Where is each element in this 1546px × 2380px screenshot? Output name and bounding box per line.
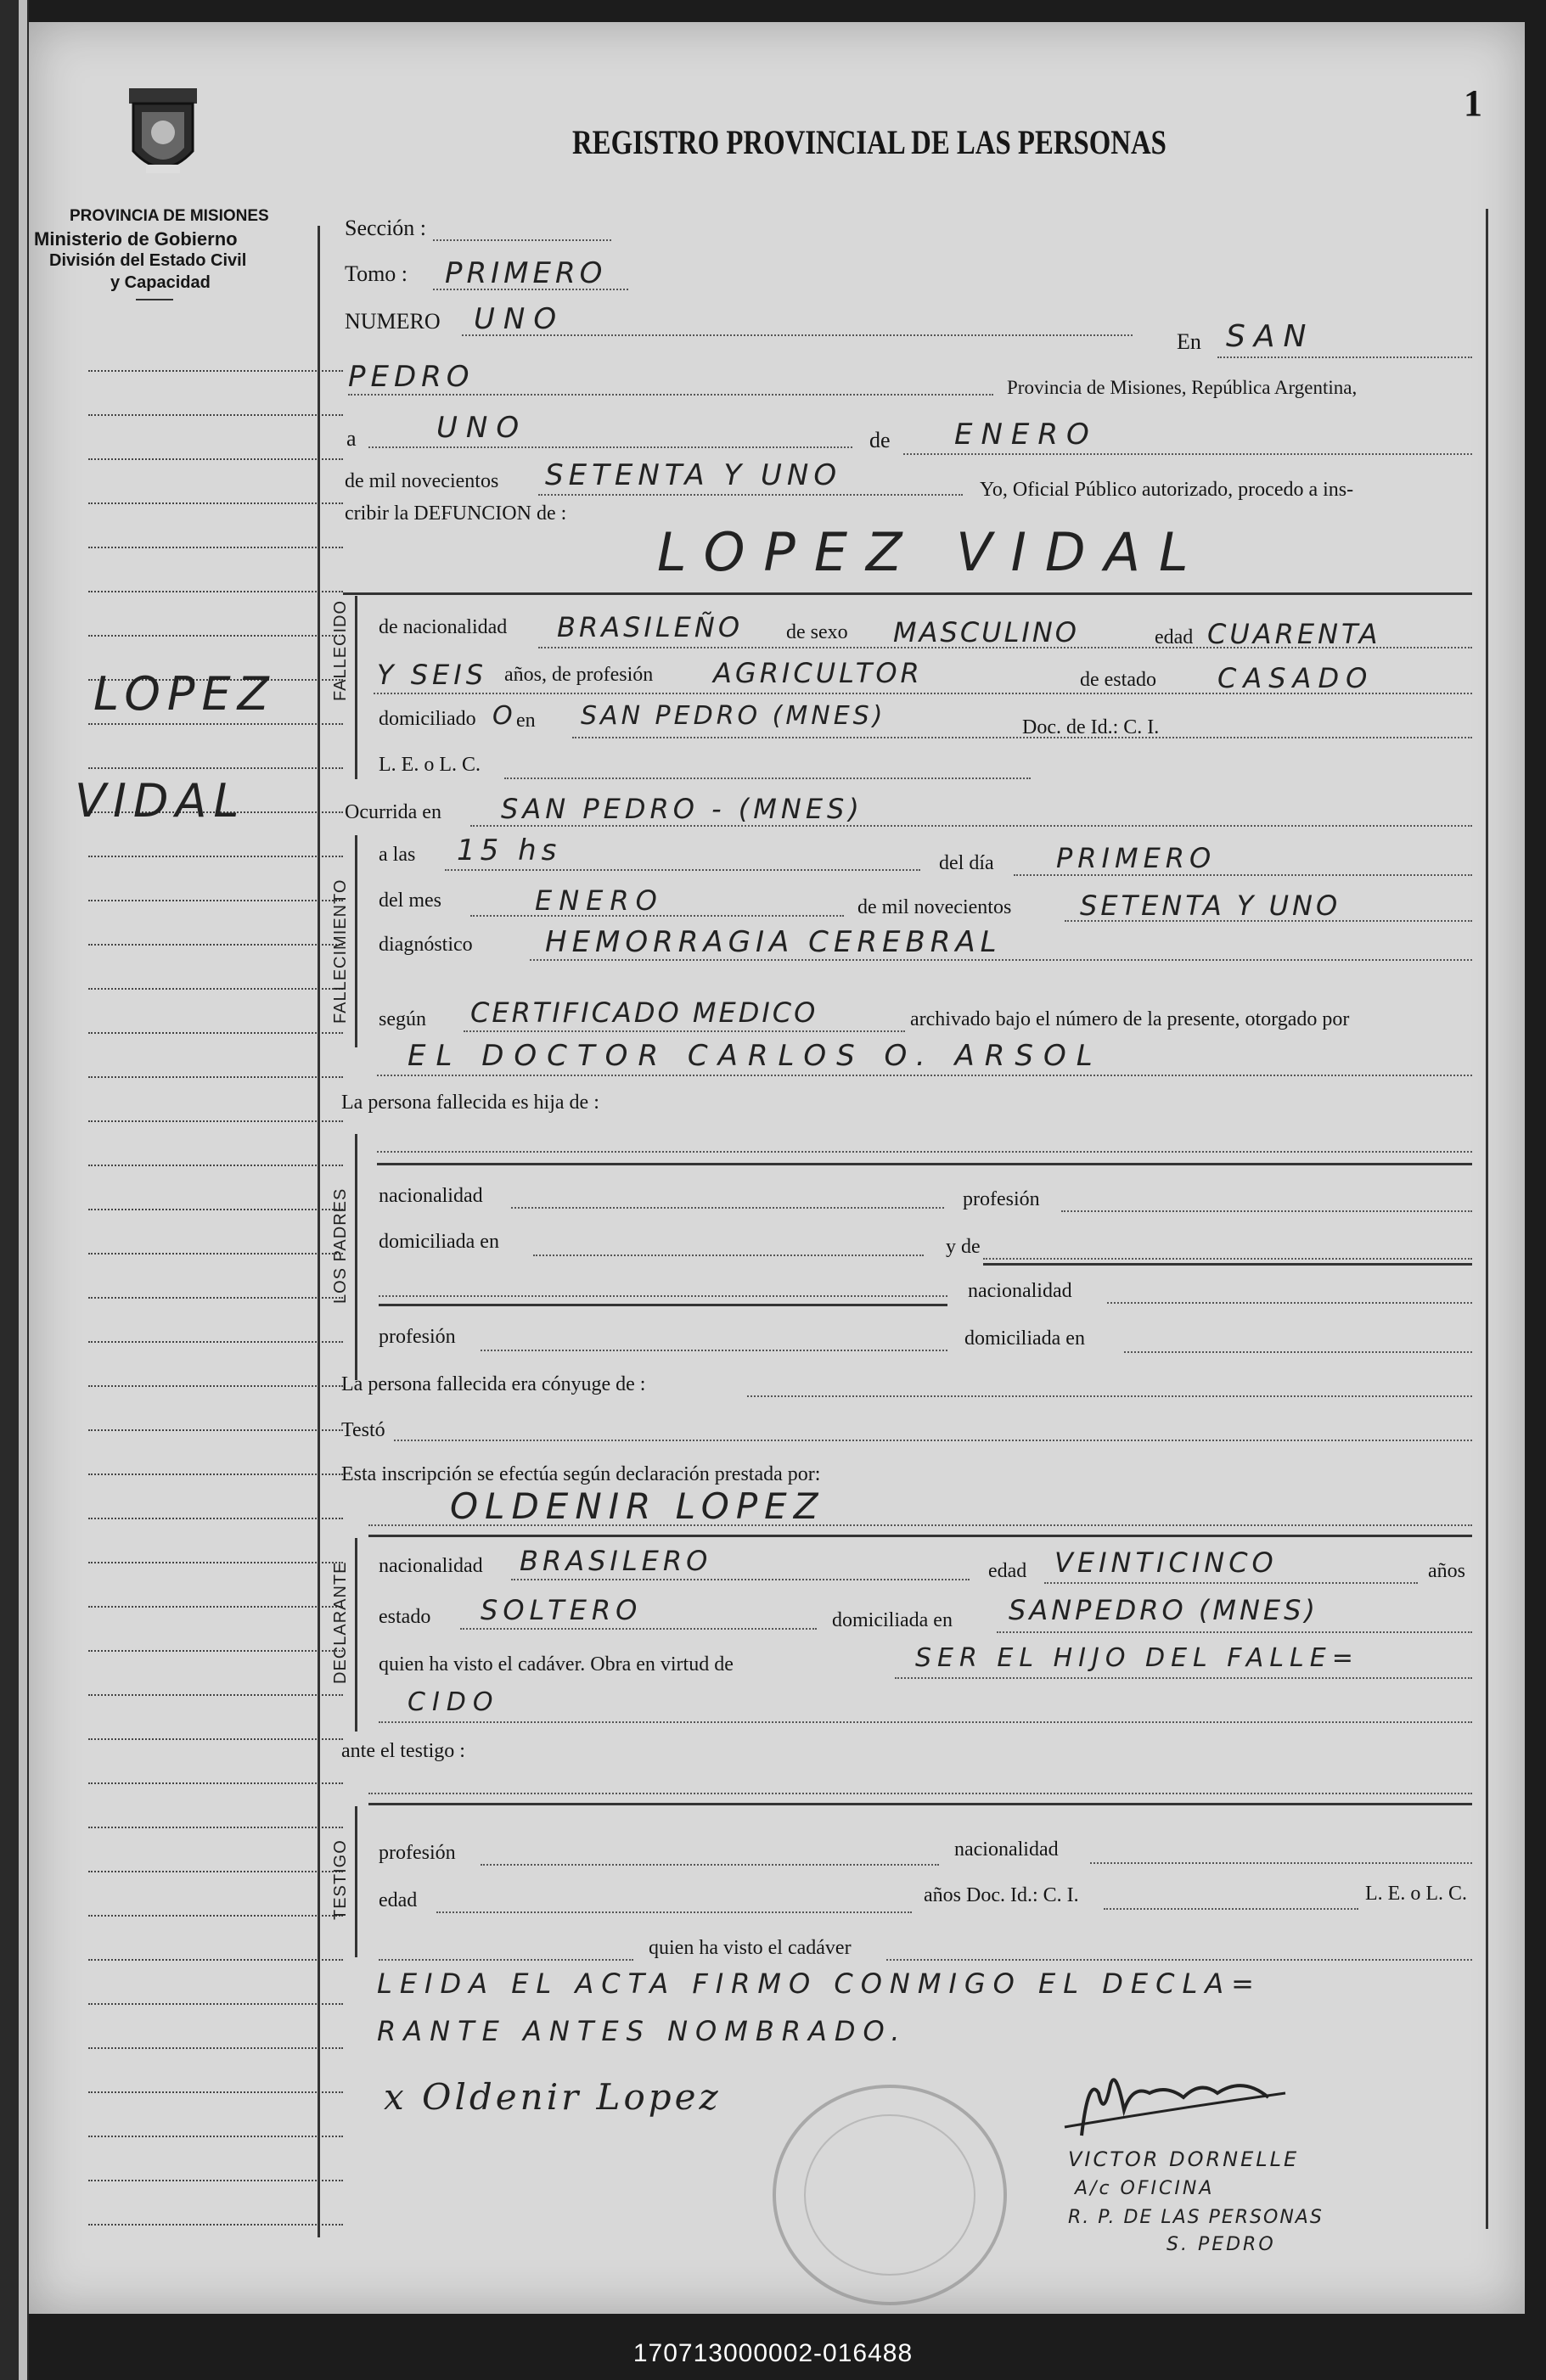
madre-profesion-label: profesión — [379, 1326, 456, 1348]
declarante-domicilio: SANPEDRO (MNES) — [1009, 1594, 1318, 1626]
year-value: SETENTA Y UNO — [545, 458, 842, 492]
segun-label: según — [379, 1008, 426, 1030]
anio-value: SETENTA Y UNO — [1080, 890, 1341, 922]
archivado-text: archivado bajo el número de la presente, otorgado por — [910, 1008, 1350, 1030]
estado-label: de estado — [1080, 669, 1156, 691]
document-id: 170713000002-016488 — [632, 2339, 914, 2367]
place-value: PEDRO — [348, 360, 475, 394]
declarante-domicilio-label: domiciliada en — [832, 1609, 953, 1631]
year-prefix: de mil novecientos — [345, 470, 499, 492]
month-value: ENERO — [954, 418, 1098, 452]
margin-surname-1: LOPEZ — [93, 667, 276, 721]
edad-value: CUARENTA — [1207, 618, 1381, 650]
testigo-visto-label: quien ha visto el cadáver — [649, 1937, 852, 1959]
page-title: REGISTRO PROVINCIAL DE LAS PERSONAS — [572, 123, 1167, 161]
dia-value: PRIMERO — [1056, 842, 1217, 874]
mes-label: del mes — [379, 890, 441, 912]
padres-section-label: LOS PADRES — [331, 1187, 350, 1304]
declaracion-label: Esta inscripción se efectúa según declaración prestada por: — [341, 1463, 821, 1485]
closing-line-1: LEIDA EL ACTA FIRMO CONMIGO EL DECLA= — [377, 1967, 1262, 2000]
province-text: Provincia de Misiones, República Argentina, — [1007, 377, 1358, 398]
provincial-seal — [121, 83, 205, 185]
tomo-label: Tomo : — [345, 261, 408, 286]
deceased-name: LOPEZ VIDAL — [657, 521, 1207, 583]
margin-surname-2: VIDAL — [75, 774, 246, 828]
officer-location: S. PEDRO — [1167, 2234, 1276, 2255]
de-label: de — [869, 428, 891, 452]
org-line-1: PROVINCIA DE MISIONES — [70, 207, 269, 225]
tomo-value: PRIMERO — [445, 256, 607, 290]
testigo-section-label: TESTIGO — [331, 1839, 350, 1920]
domicilio-en-label: en — [516, 710, 536, 732]
declarante-anos-label: años — [1428, 1560, 1465, 1582]
org-line-2: Ministerio de Gobierno — [34, 228, 238, 250]
fallecimiento-section-label: FALLECIMIENTO — [331, 878, 350, 1024]
officer-signature — [1048, 2059, 1302, 2153]
testigo-doc-label: años Doc. Id.: C. I. — [924, 1884, 1079, 1906]
registry-page — [29, 22, 1525, 2314]
testigo-nacionalidad-label: nacionalidad — [954, 1838, 1059, 1861]
padre-profesion-label: profesión — [963, 1188, 1040, 1210]
en-label: En — [1177, 329, 1201, 354]
numero-value: UNO — [474, 302, 565, 336]
declarante-edad: VEINTICINCO — [1054, 1546, 1278, 1579]
anio-label: de mil novecientos — [857, 896, 1012, 918]
diagnostico-value: HEMORRAGIA CEREBRAL — [545, 925, 1002, 959]
official-text: Yo, Oficial Público autorizado, procedo a ins- — [980, 479, 1354, 501]
seccion-label: Sección : — [345, 216, 427, 240]
le-label: L. E. o L. C. — [379, 754, 481, 776]
hija-label: La persona fallecida es hija de : — [341, 1092, 599, 1114]
madre-domicilio-label: domiciliada en — [964, 1328, 1085, 1350]
testigo-ante-label: ante el testigo : — [341, 1740, 465, 1762]
ocurrida-value: SAN PEDRO - (MNES) — [501, 793, 863, 825]
testigo-edad-label: edad — [379, 1889, 418, 1911]
a-label: a — [346, 426, 357, 451]
testo-label: Testó — [341, 1419, 385, 1441]
dia-label: del día — [939, 852, 994, 874]
profesion-value: AGRICULTOR — [713, 657, 923, 689]
main-right-border — [1486, 209, 1488, 2229]
officer-title: A/c OFICINA — [1075, 2178, 1215, 2199]
declarante-section-label: DECLARANTE — [331, 1561, 350, 1684]
sexo-label: de sexo — [786, 621, 848, 643]
declarante-estado-label: estado — [379, 1606, 431, 1628]
domicilio-value: SAN PEDRO (MNES) — [581, 701, 886, 731]
declarante-signature: x Oldenir Lopez — [384, 2076, 722, 2118]
testigo-le-label: L. E. o L. C. — [1365, 1883, 1467, 1905]
defuncion-text: cribir la DEFUNCION de : — [345, 502, 567, 525]
domicilio-label: domiciliado — [379, 708, 476, 730]
doc-label: Doc. de Id.: C. I. — [1022, 716, 1160, 738]
madre-nacionalidad-label: nacionalidad — [968, 1280, 1072, 1302]
estado-value: CASADO — [1217, 662, 1375, 694]
mes-value: ENERO — [535, 884, 664, 917]
declarante-name: OLDENIR LOPEZ — [450, 1485, 825, 1527]
anos-profesion-label: años, de profesión — [504, 664, 654, 686]
declarante-edad-label: edad — [988, 1560, 1027, 1582]
declarante-nacionalidad-label: nacionalidad — [379, 1555, 483, 1577]
day-value: UNO — [436, 411, 528, 445]
ocurrida-label: Ocurrida en — [345, 801, 441, 823]
doctor-value: EL DOCTOR CARLOS O. ARSOL — [408, 1039, 1103, 1073]
main-left-border — [318, 226, 320, 2237]
edad-label: edad — [1155, 626, 1194, 648]
hora-value: 15 hs — [457, 834, 562, 867]
padre-nacionalidad-label: nacionalidad — [379, 1185, 483, 1207]
org-line-3: División del Estado Civil — [49, 251, 247, 270]
officer-name: VICTOR DORNELLE — [1068, 2147, 1300, 2171]
declarante-obra-2: CIDO — [408, 1687, 500, 1717]
y-de-label: y de — [946, 1236, 981, 1258]
conyuge-label: La persona fallecida era cónyuge de : — [341, 1373, 646, 1395]
closing-line-2: RANTE ANTES NOMBRADO. — [377, 2015, 908, 2047]
sexo-value: MASCULINO — [893, 616, 1079, 648]
edad-value-2: Y SEIS — [377, 659, 487, 691]
declarante-visto-label: quien ha visto el cadáver. Obra en virtud de — [379, 1653, 734, 1676]
nacionalidad-label: de nacionalidad — [379, 616, 508, 638]
org-line-4: y Capacidad — [110, 273, 211, 292]
padre-domicilio-label: domiciliada en — [379, 1231, 499, 1253]
divider — [136, 299, 173, 300]
officer-office: R. P. DE LAS PERSONAS — [1068, 2207, 1324, 2228]
book-spine — [0, 0, 29, 2380]
page-number: 1 — [1464, 82, 1482, 124]
numero-label: NUMERO — [345, 309, 441, 334]
declarante-nacionalidad: BRASILERO — [520, 1545, 712, 1577]
diagnostico-label: diagnóstico — [379, 934, 473, 956]
certificado-value: CERTIFICADO MEDICO — [470, 996, 818, 1029]
declarante-estado: SOLTERO — [481, 1594, 643, 1626]
testigo-profesion-label: profesión — [379, 1842, 456, 1864]
en-value: SAN — [1226, 319, 1315, 354]
nacionalidad-value: BRASILEÑO — [557, 611, 743, 643]
official-stamp — [762, 2076, 1017, 2322]
declarante-obra-1: SER EL HIJO DEL FALLE= — [915, 1643, 1359, 1673]
domicilio-o: O — [492, 701, 513, 731]
hora-label: a las — [379, 844, 416, 866]
fallecido-section-label: FALLECIDO — [331, 599, 350, 701]
